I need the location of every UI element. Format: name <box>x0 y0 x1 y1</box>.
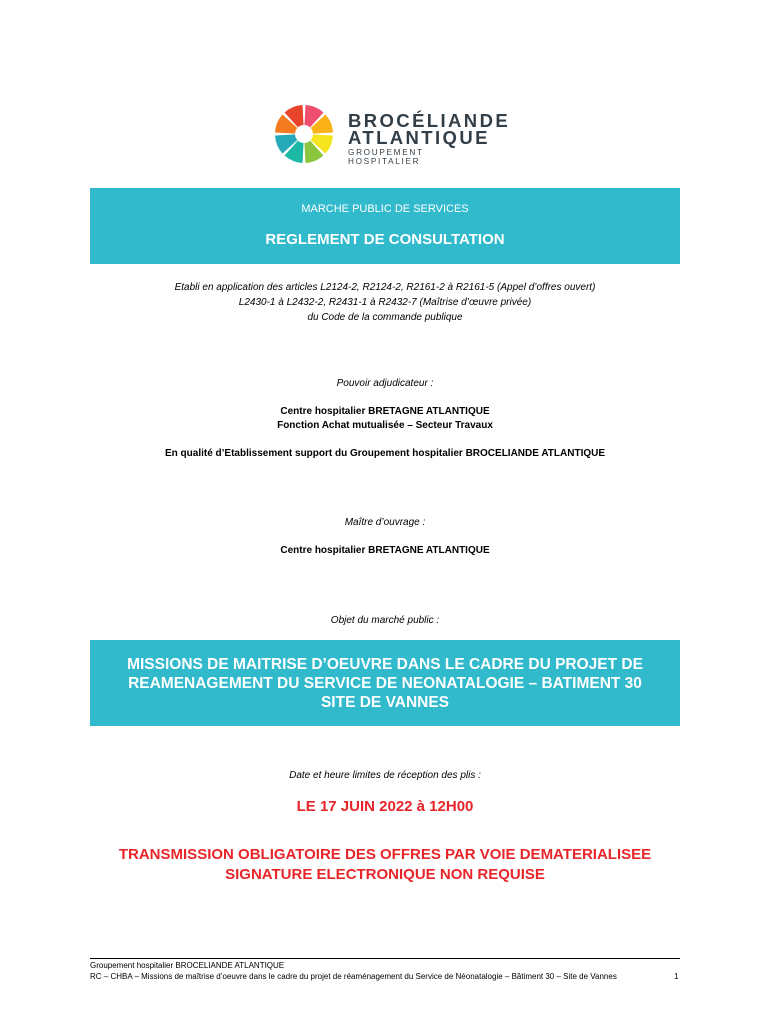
market-type: MARCHE PUBLIC DE SERVICES <box>301 203 469 215</box>
doc-title: REGLEMENT DE CONSULTATION <box>265 231 505 248</box>
object-label: Objet du marché public : <box>330 615 440 626</box>
legal-basis-line: Etabli en application des articles L2124-2, R2124-2, R2161-2 à R2161-5 (Appel d’offres ouvert) <box>174 282 596 293</box>
object-line: REAMENAGEMENT DU SERVICE DE NEONATALOGIE – BATIMENT 30 <box>128 675 642 692</box>
authority-name: Centre hospitalier BRETAGNE ATLANTIQUE <box>280 406 490 417</box>
object-line: MISSIONS DE MAITRISE D’OEUVRE DANS LE CADRE DU PROJET DE <box>127 656 643 673</box>
transmission-line: TRANSMISSION OBLIGATOIRE DES OFFRES PAR VOIE DEMATERIALISEE <box>118 846 652 863</box>
owner-label: Maître d’ouvrage : <box>344 517 426 528</box>
object-line: SITE DE VANNES <box>320 694 450 711</box>
deadline-label: Date et heure limites de réception des plis : <box>289 770 481 781</box>
logo-flower-icon <box>268 102 340 166</box>
logo-line1: BROCÉLIANDE <box>348 110 511 131</box>
transmission-notice <box>0 845 770 885</box>
logo-subtitle: GROUPEMENT HOSPITALIER <box>348 148 424 166</box>
header-band <box>90 188 680 264</box>
logo-line2: ATLANTIQUE <box>348 127 490 148</box>
object-band <box>90 640 680 726</box>
authority-dept: Fonction Achat mutualisée – Secteur Travaux <box>277 420 493 431</box>
footer-divider <box>90 958 680 959</box>
footer-org: Groupement hospitalier BROCELIANDE ATLANTIQUE <box>90 961 285 970</box>
deadline-value: LE 17 JUIN 2022 à 12H00 <box>296 798 474 815</box>
authority-label: Pouvoir adjudicateur : <box>336 378 434 389</box>
transmission-line: SIGNATURE ELECTRONIQUE NON REQUISE <box>225 866 545 883</box>
logo <box>268 102 511 166</box>
logo-center <box>295 125 313 143</box>
legal-basis-line: du Code de la commande publique <box>307 312 463 323</box>
footer-reference: RC – CHBA – Missions de maîtrise d’oeuvre dans le cadre du projet de réaménagement du Service de Néonatalogie – Bâtiment 30 – Site de Vannes <box>90 972 617 981</box>
authority-role: En qualité d’Etablissement support du Groupement hospitalier BROCELIANDE ATLANTIQUE <box>164 448 606 459</box>
legal-basis-line: L2430-1 à L2432-2, R2431-1 à R2432-7 (Maîtrise d’œuvre privée) <box>238 297 532 308</box>
page-number: 1 <box>674 972 679 981</box>
legal-basis <box>0 280 770 325</box>
owner-name: Centre hospitalier BRETAGNE ATLANTIQUE <box>280 545 490 556</box>
